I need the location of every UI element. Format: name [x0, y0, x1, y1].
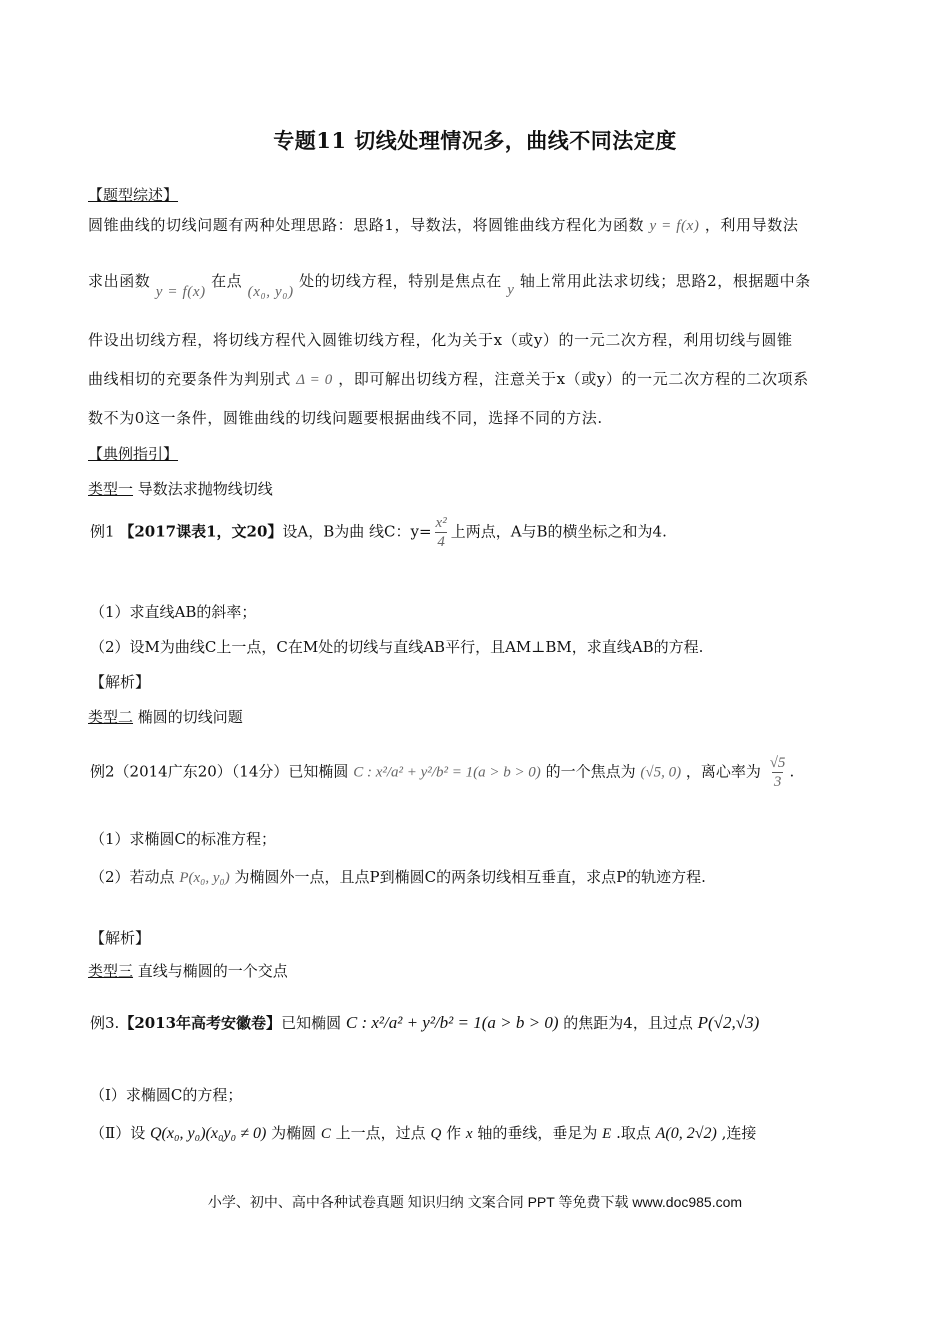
- type-one-heading: 类型一 导数法求抛物线切线: [88, 480, 273, 498]
- page-footer: 小学、初中、高中各种试卷真题 知识归纳 文案合同 PPT 等免费下载 www.doc985.com: [207, 1194, 743, 1210]
- math-y: y: [507, 282, 515, 298]
- example-3: 例3.【2013年高考安徽卷】已知椭圆 C : x²/a² + y²/b² = 1(a > b > 0) 的焦距为4，且过点 P(√2,√3): [90, 1013, 760, 1032]
- overview-line-1: 圆锥曲线的切线问题有两种处理思路：思路1，导数法，将圆锥曲线方程化为函数 y = f(x) ，利用导数法: [88, 216, 799, 234]
- overview-header: 【题型综述】: [88, 186, 179, 204]
- example-3-question-1: （Ⅰ）求椭圆C的方程；: [90, 1086, 243, 1104]
- point-q: Q(x₀, y₀)(x₀y₀ ≠ 0): [149, 1125, 267, 1142]
- example-1-question-1: （1）求直线AB的斜率；: [90, 603, 257, 621]
- example-3-source: 【2013年高考安徽卷】: [119, 1014, 282, 1032]
- example-2-question-2: （2）若动点 P(x₀, y₀) 为椭圆外一点，且点P到椭圆C的两条切线相互垂直，求点P的轨迹方程.: [90, 868, 706, 886]
- example-1-source: 【2017课表1，文20】: [119, 522, 283, 541]
- focus-point: (√5, 0): [640, 764, 682, 781]
- math-delta: Δ = 0: [296, 372, 333, 388]
- page-title: 专题11 切线处理情况多，曲线不同法定度: [273, 128, 677, 153]
- math-y-fx: y = f(x): [155, 284, 206, 300]
- type-two-heading: 类型二 椭圆的切线问题: [88, 708, 243, 726]
- overview-line-2: 求出函数 y = f(x) 在点 (x₀, y₀) 处的切线方程，特别是焦点在 y 轴上常用此法求切线；思路2，根据题中条: [88, 272, 811, 300]
- example-2-answer-label: 【解析】: [90, 929, 151, 947]
- ellipse-equation: C : x²/a² + y²/b² = 1(a > b > 0): [353, 764, 541, 781]
- math-point: (x₀, y₀): [247, 284, 294, 300]
- ellipse-equation: C : x²/a² + y²/b² = 1(a > b > 0): [345, 1013, 559, 1032]
- overview-line-4: 曲线相切的充要条件为判别式 Δ = 0 ，即可解出切线方程，注意关于x（或y）的一元二次方程的二次项系: [88, 370, 809, 388]
- math-y-fx: y = f(x): [649, 218, 700, 234]
- overview-line-3: 件设出切线方程，将切线方程代入圆锥切线方程，化为关于x（或y）的一元二次方程，利用切线与圆锥: [88, 331, 793, 349]
- overview-line-5: 数不为0这一条件，圆锥曲线的切线问题要根据曲线不同，选择不同的方法.: [88, 409, 603, 427]
- example-1-question-2: （2）设M为曲线C上一点，C在M处的切线与直线AB平行，且AM⊥BM，求直线AB的方程.: [90, 638, 704, 656]
- point-p: P(x₀, y₀): [179, 870, 230, 886]
- example-2-question-1: （1）求椭圆C的标准方程；: [90, 830, 277, 848]
- example-3-question-2: （Ⅱ）设 Q(x₀, y₀)(x₀y₀ ≠ 0) 为椭圆 C 上一点，过点 Q 作 x 轴的垂线，垂足为 E .取点 A(0, 2√2) ,连接: [90, 1124, 757, 1142]
- type-three-heading: 类型三 直线与椭圆的一个交点: [88, 962, 288, 980]
- examples-header: 【典例指引】: [88, 445, 179, 463]
- fraction-x2-over-4: $\frac{\text{x²}}{4}$: [435, 515, 447, 550]
- point-p: P(√2,√3): [697, 1013, 760, 1032]
- example-1: 例1 【2017课表1，文20】设A，B为曲 线C：y= $\frac{\text{x²}}{4}$ 上两点，A与B的横坐标之和为4.: [90, 515, 667, 550]
- eccentricity-fraction: $\frac{√5}{3}$: [769, 755, 786, 790]
- point-a: A(0, 2√2): [655, 1125, 717, 1142]
- example-1-answer-label: 【解析】: [90, 673, 151, 691]
- example-2: 例2（2014广东20）（14分）已知椭圆 C : x²/a² + y²/b² = 1(a > b > 0) 的一个焦点为 (√5, 0) ，离心率为 $\frac{√5}{3}$ .: [90, 755, 795, 790]
